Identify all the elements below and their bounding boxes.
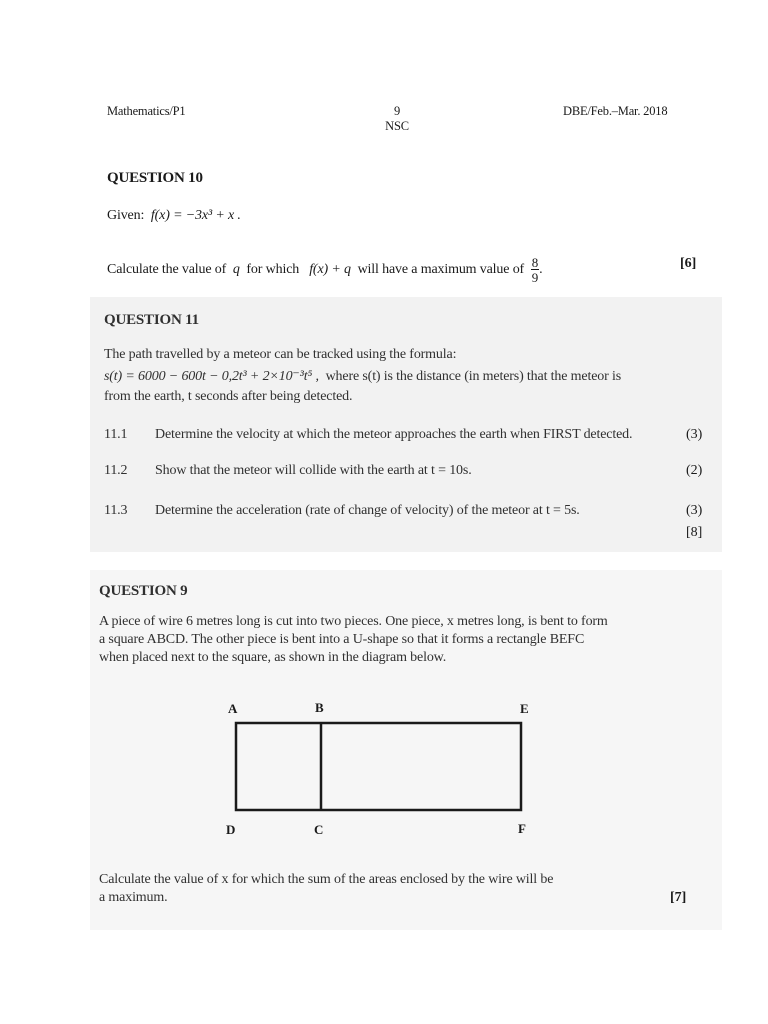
q9-para-line-1: A piece of wire 6 metres long is cut into two pieces. One piece, x metres long, is bent to form	[99, 614, 608, 629]
q11-item-3-text: Determine the acceleration (rate of change of velocity) of the meteor at t = 5s.	[155, 503, 580, 518]
q11-item-1-marks: (3)	[686, 427, 703, 442]
q10-fraction-denominator: 9	[531, 270, 539, 285]
q10-calc-text-2: for which	[246, 262, 300, 278]
q11-total-marks: [8]	[686, 525, 703, 540]
q10-fraction-numerator: 8	[531, 255, 539, 270]
q9-para-line-3: when placed next to the square, as shown in the diagram below.	[99, 650, 447, 665]
header-page-number: 9	[393, 104, 401, 118]
q11-intro-end: from the earth, t seconds after being detected.	[104, 389, 353, 404]
q9-marks: [7]	[670, 890, 687, 905]
q10-given-expression: f(x) = −3x³ + x .	[150, 208, 241, 223]
q9-calc-line-2: a maximum.	[99, 890, 168, 905]
q9-label-f: F	[518, 821, 526, 836]
q11-item-2-text: Show that the meteor will collide with the earth at t = 10s.	[155, 463, 472, 478]
q9-diagram-outline	[236, 723, 521, 810]
q9-label-a: A	[228, 701, 238, 716]
q11-intro: The path travelled by a meteor can be tracked using the formula:	[104, 347, 457, 362]
q10-calc-text-1: Calculate the value of	[107, 262, 227, 278]
q10-given-label: Given:	[107, 208, 145, 223]
q11-item-1-number: 11.1	[104, 427, 128, 442]
q11-formula-tail: where s(t) is the distance (in meters) that the meteor is	[325, 369, 622, 384]
q10-marks: [6]	[680, 256, 697, 271]
q9-calc-line-1: Calculate the value of x for which the sum of the areas enclosed by the wire will be	[99, 872, 554, 887]
q10-expr-fq: f(x) + q	[309, 262, 351, 278]
q11-item-2-marks: (2)	[686, 463, 703, 478]
q9-label-d: D	[226, 822, 236, 837]
q11-item-3-number: 11.3	[104, 503, 128, 518]
header-subject: Mathematics/P1	[107, 104, 186, 118]
header-exam-date: DBE/Feb.–Mar. 2018	[563, 104, 668, 118]
q9-label-c: C	[314, 822, 324, 837]
q11-item-2-number: 11.2	[104, 463, 128, 478]
q10-var-q: q	[232, 262, 240, 278]
q9-label-b: B	[315, 700, 324, 715]
q10-calc-text-3: will have a maximum value of	[357, 262, 525, 278]
q9-label-e: E	[520, 701, 529, 716]
header-nsc: NSC	[385, 119, 409, 133]
q9-title: QUESTION 9	[99, 583, 188, 599]
q10-title: QUESTION 10	[107, 170, 203, 186]
q11-item-3-marks: (3)	[686, 503, 703, 518]
q9-para-line-2: a square ABCD. The other piece is bent into a U-shape so that it forms a rectangle BEFC	[99, 632, 585, 647]
q10-fraction-period: .	[539, 262, 543, 278]
q11-item-1-text: Determine the velocity at which the meteor approaches the earth when FIRST detected.	[155, 427, 633, 442]
q11-title: QUESTION 11	[104, 312, 199, 328]
q11-formula: s(t) = 6000 − 600t − 0,2t³ + 2×10⁻³t⁵ ,	[104, 369, 319, 384]
